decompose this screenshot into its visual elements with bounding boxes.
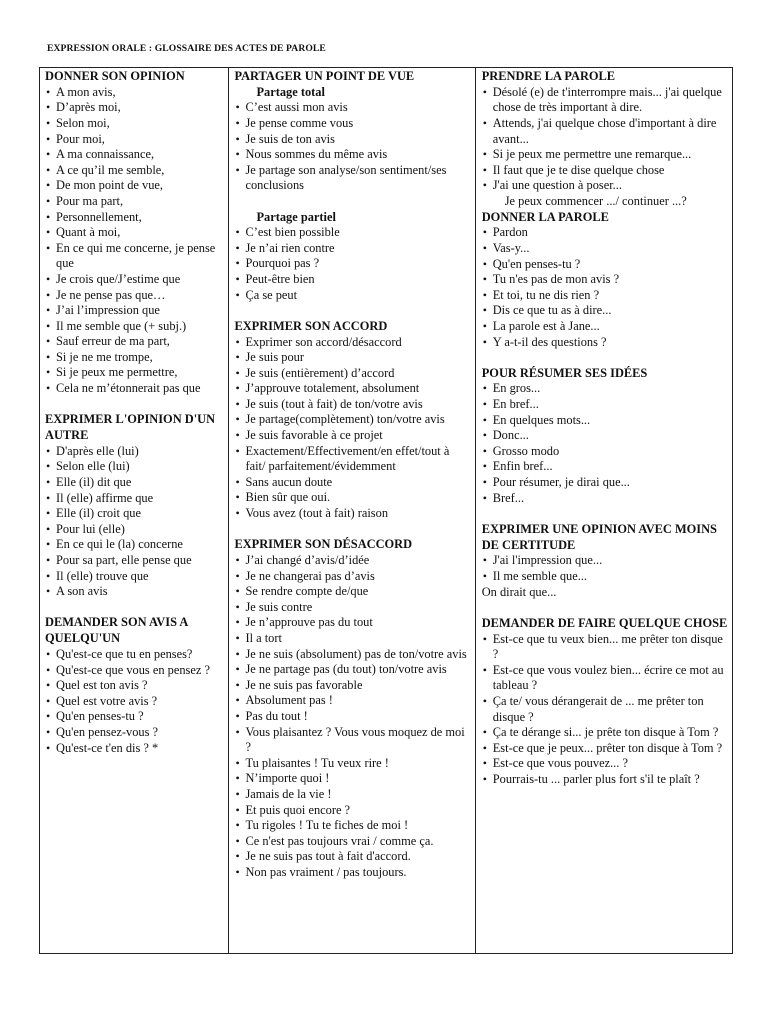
- list-item: • Quel est votre avis ?: [45, 694, 224, 710]
- list-item: • Se rendre compte de/que: [234, 584, 470, 600]
- list-item: • J’approuve totalement, absolument: [234, 381, 470, 397]
- list-item: • Je n’ai rien contre: [234, 241, 470, 257]
- list-item: • Est-ce que vous pouvez... ?: [482, 756, 728, 772]
- list-item: • Pas du tout !: [234, 709, 470, 725]
- list-item: • Je suis (tout à fait) de ton/votre avis: [234, 397, 470, 413]
- list-item: • Je suis favorable à ce projet: [234, 428, 470, 444]
- list-item: • Nous sommes du même avis: [234, 147, 470, 163]
- list-item: • Qu'est-ce que tu en penses?: [45, 647, 224, 663]
- list-item: • Pourquoi pas ?: [234, 256, 470, 272]
- list-item: • J’ai changé d’avis/d’idée: [234, 553, 470, 569]
- list-certitude: [482, 553, 728, 584]
- list-item: • Il me semble que...: [482, 569, 728, 585]
- list-item: • Vous plaisantez ? Vous vous moquez de moi ?: [234, 725, 470, 756]
- list-item: • Tu plaisantes ! Tu veux rire !: [234, 756, 470, 772]
- list-item: • En quelques mots...: [482, 413, 728, 429]
- list-item: • Tu n'es pas de mon avis ?: [482, 272, 728, 288]
- list-item: • Pourrais-tu ... parler plus fort s'il te plaît ?: [482, 772, 728, 788]
- list-item: • A ce qu’il me semble,: [45, 163, 224, 179]
- list-item: • Attends, j'ai quelque chose d'important à dire avant...: [482, 116, 728, 147]
- list-item: • D'après elle (lui): [45, 444, 224, 460]
- list-item: • Quant à moi,: [45, 225, 224, 241]
- list-item: • J'ai l'impression que...: [482, 553, 728, 569]
- list-item: • Pour moi,: [45, 132, 224, 148]
- column-right: [476, 68, 732, 953]
- column-middle: [229, 68, 475, 953]
- list-item: • Je suis (entièrement) d’accord: [234, 366, 470, 382]
- list-item: • Qu'en penses-tu ?: [45, 709, 224, 725]
- list-desaccord: [234, 553, 470, 880]
- list-item: • Il me semble que (+ subj.): [45, 319, 224, 335]
- list-item: • Vas-y...: [482, 241, 728, 257]
- list-partage-total: [234, 100, 470, 194]
- list-item: • Elle (il) croit que: [45, 506, 224, 522]
- list-item: • Désolé (e) de t'interrompre mais... j'ai quelque chose de très important à dire.: [482, 85, 728, 116]
- list-item: • Bien sûr que oui.: [234, 490, 470, 506]
- section-heading-certitude: EXPRIMER UNE OPINION AVEC MOINS DE CERTITUDE: [481, 521, 717, 552]
- list-donner-parole: [482, 225, 728, 350]
- list-item: • Sans aucun doute: [234, 475, 470, 491]
- list-item: • Qu'est-ce t'en dis ? *: [45, 741, 224, 757]
- list-prendre-parole: [482, 85, 728, 194]
- list-item: • Si je peux me permettre,: [45, 365, 224, 381]
- list-item: • Qu'en pensez-vous ?: [45, 725, 224, 741]
- list-item: • J'ai une question à poser...: [482, 178, 728, 194]
- list-item: • Je partage(complètement) ton/votre avis: [234, 412, 470, 428]
- list-demander-avis: [45, 647, 224, 756]
- list-item: • De mon point de vue,: [45, 178, 224, 194]
- list-item: • Pardon: [482, 225, 728, 241]
- column-left: [40, 68, 229, 953]
- list-item: • Tu rigoles ! Tu te fiches de moi !: [234, 818, 470, 834]
- list-item: • Est-ce que vous voulez bien... écrire ce mot au tableau ?: [482, 663, 728, 694]
- section-heading-partager: PARTAGER UN POINT DE VUE: [234, 69, 415, 83]
- list-item: • Grosso modo: [482, 444, 728, 460]
- list-item: • Absolument pas !: [234, 693, 470, 709]
- list-item: • Il faut que je te dise quelque chose: [482, 163, 728, 179]
- list-item: • Vous avez (tout à fait) raison: [234, 506, 470, 522]
- list-item: • Exactement/Effectivement/en effet/tout à fait/ parfaitement/évidemment: [234, 444, 470, 475]
- list-item: • Y a-t-il des questions ?: [482, 335, 728, 351]
- list-item: • Bref...: [482, 491, 728, 507]
- list-item: • Je suis de ton avis: [234, 132, 470, 148]
- list-item: • Je crois que/J’estime que: [45, 272, 224, 288]
- section-heading-donner-parole: DONNER LA PAROLE: [481, 209, 609, 224]
- section-heading-demander-avis: DEMANDER SON AVIS A QUELQU'UN: [45, 615, 188, 646]
- list-item: • Je ne changerai pas d’avis: [234, 569, 470, 585]
- list-item: • Ça te/ vous dérangerait de ... me prêter ton disque ?: [482, 694, 728, 725]
- list-item: • Je ne suis (absolument) pas de ton/votre avis: [234, 647, 470, 663]
- list-item: • J’ai l’impression que: [45, 303, 224, 319]
- list-item: • Si je peux me permettre une remarque...: [482, 147, 728, 163]
- list-item: • Et toi, tu ne dis rien ?: [482, 288, 728, 304]
- section-heading-prendre-parole: PRENDRE LA PAROLE: [481, 69, 616, 83]
- list-item: • Ça se peut: [234, 288, 470, 304]
- list-item: • Je partage son analyse/son sentiment/ses conclusions: [234, 163, 470, 194]
- section-heading-resumer: POUR RÉSUMER SES IDÉES: [481, 365, 648, 380]
- list-item: • Je suis contre: [234, 600, 470, 616]
- section-heading-accord: EXPRIMER SON ACCORD: [234, 318, 388, 333]
- list-item: • Et puis quoi encore ?: [234, 803, 470, 819]
- list-item: • Enfin bref...: [482, 459, 728, 475]
- list-item: • Pour lui (elle): [45, 522, 224, 538]
- section-heading-donner-opinion: DONNER SON OPINION: [45, 69, 185, 83]
- list-item: • Je pense comme vous: [234, 116, 470, 132]
- list-item: • Pour ma part,: [45, 194, 224, 210]
- list-item: • Il (elle) affirme que: [45, 491, 224, 507]
- list-item: • Dis ce que tu as à dire...: [482, 303, 728, 319]
- list-demander-faire: [482, 632, 728, 788]
- list-item: • Personnellement,: [45, 210, 224, 226]
- list-item: • Si je ne me trompe,: [45, 350, 224, 366]
- section-heading-opinion-autre: EXPRIMER L'OPINION D'UN AUTRE: [45, 412, 216, 443]
- list-item: • A mon avis,: [45, 85, 224, 101]
- list-item: • En bref...: [482, 397, 728, 413]
- list-item: • Je ne pense pas que…: [45, 288, 224, 304]
- list-item: • Pour résumer, je dirai que...: [482, 475, 728, 491]
- list-item: • Selon moi,: [45, 116, 224, 132]
- section-heading-desaccord: EXPRIMER SON DÉSACCORD: [234, 537, 413, 552]
- list-item: • Qu'en penses-tu ?: [482, 257, 728, 273]
- list-item: • Ça te dérange si... je prête ton disque à Tom ?: [482, 725, 728, 741]
- list-item: • Je ne partage pas (du tout) ton/votre avis: [234, 662, 470, 678]
- list-item: • En ce qui le (la) concerne: [45, 537, 224, 553]
- list-item: • Exprimer son accord/désaccord: [234, 335, 470, 351]
- list-resumer: [482, 381, 728, 506]
- list-item: • La parole est à Jane...: [482, 319, 728, 335]
- list-item: • D’après moi,: [45, 100, 224, 116]
- subheading-partage-total: Partage total: [256, 84, 325, 99]
- section-heading-demander-faire: DEMANDER DE FAIRE QUELQUE CHOSE: [481, 615, 728, 630]
- list-item: • Donc...: [482, 428, 728, 444]
- glossary-table: [39, 67, 733, 954]
- list-item: • Elle (il) dit que: [45, 475, 224, 491]
- list-partage-partiel: [234, 225, 470, 303]
- list-item: • A ma connaissance,: [45, 147, 224, 163]
- list-item: • Ce n'est pas toujours vrai / comme ça.: [234, 834, 470, 850]
- list-item: • Pour sa part, elle pense que: [45, 553, 224, 569]
- list-item: • Est-ce que tu veux bien... me prêter ton disque ?: [482, 632, 728, 663]
- list-item: • Jamais de la vie !: [234, 787, 470, 803]
- list-item: • Je ne suis pas favorable: [234, 678, 470, 694]
- list-donner-opinion: [45, 85, 224, 397]
- list-item: • Cela ne m’étonnerait pas que: [45, 381, 224, 397]
- list-item: • En gros...: [482, 381, 728, 397]
- list-item: • Je ne suis pas tout à fait d'accord.: [234, 849, 470, 865]
- list-item: • Je suis pour: [234, 350, 470, 366]
- list-accord: [234, 335, 470, 522]
- list-item: • Il (elle) trouve que: [45, 569, 224, 585]
- list-item: • Je n’approuve pas du tout: [234, 615, 470, 631]
- list-item: • C’est bien possible: [234, 225, 470, 241]
- list-item: • N’importe quoi !: [234, 771, 470, 787]
- text-on-dirait: On dirait que...: [481, 584, 557, 599]
- list-item: • Quel est ton avis ?: [45, 678, 224, 694]
- list-item: • Selon elle (lui): [45, 459, 224, 475]
- text-continuation: Je peux commencer .../ continuer ...?: [504, 193, 687, 208]
- list-item: • A son avis: [45, 584, 224, 600]
- list-item: • Peut-être bien: [234, 272, 470, 288]
- list-item: • En ce qui me concerne, je pense que: [45, 241, 224, 272]
- subheading-partage-partiel: Partage partiel: [256, 209, 336, 224]
- list-item: • Est-ce que je peux... prêter ton disque à Tom ?: [482, 741, 728, 757]
- list-item: • Qu'est-ce que vous en pensez ?: [45, 663, 224, 679]
- list-item: • Non pas vraiment / pas toujours.: [234, 865, 470, 881]
- list-item: • C’est aussi mon avis: [234, 100, 470, 116]
- list-item: • Sauf erreur de ma part,: [45, 334, 224, 350]
- list-item: • Il a tort: [234, 631, 470, 647]
- document-title: EXPRESSION ORALE : GLOSSAIRE DES ACTES DE PAROLE: [47, 43, 326, 54]
- list-opinion-autre: [45, 444, 224, 600]
